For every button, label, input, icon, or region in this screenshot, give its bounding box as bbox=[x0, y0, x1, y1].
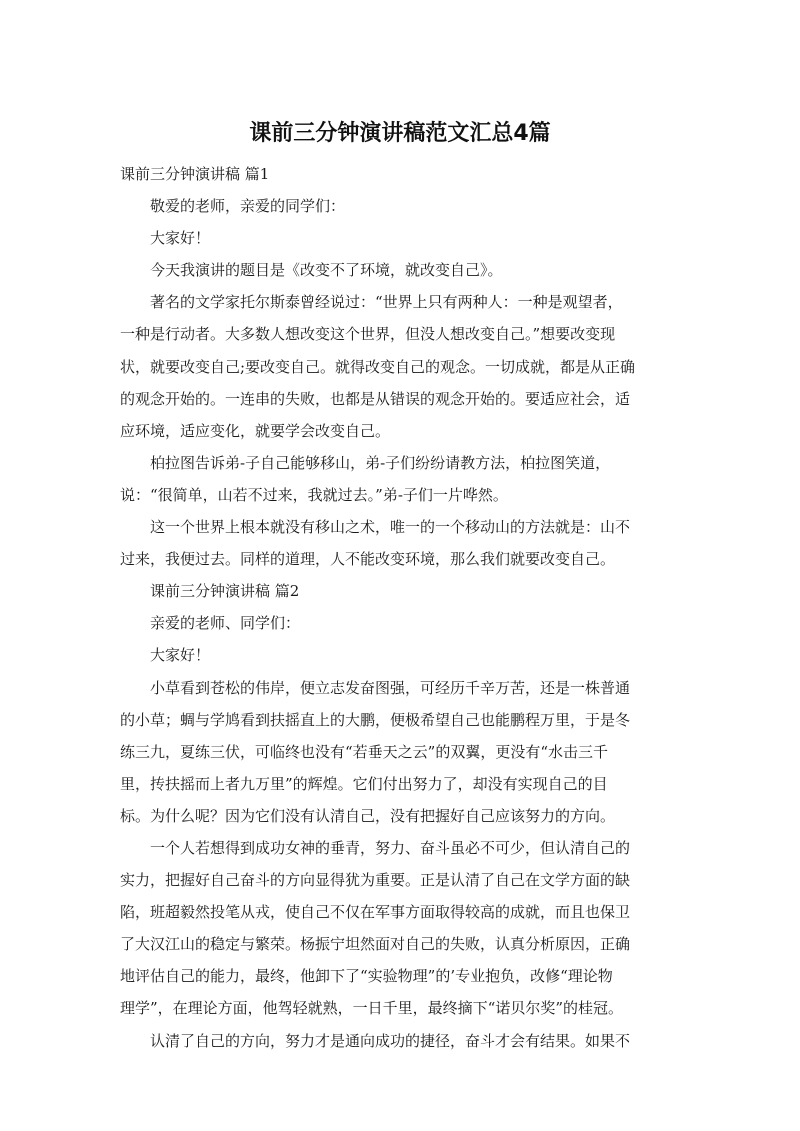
text-line: 状，就要改变自己;要改变自己。就得改变自己的观念。一切成就，都是从正确 bbox=[120, 357, 636, 376]
text-line: 这一个世界上根本就没有移山之术，唯一的一个移动山的方法就是：山不 bbox=[150, 518, 631, 537]
text-line: 敬爱的老师，亲爱的同学们： bbox=[150, 197, 346, 216]
text-line: 一种是行动者。大多数人想改变这个世界，但没人想改变自己。”想要改变现 bbox=[120, 325, 616, 344]
document-title: 课前三分钟演讲稿范文汇总4篇 bbox=[249, 121, 551, 146]
text-line: 课前三分钟演讲稿 篇2 bbox=[150, 582, 300, 601]
text-line: 过来，我便过去。同样的道理，人不能改变环境，那么我们就要改变自己。 bbox=[120, 550, 616, 569]
text-line: 应环境，适应变化，就要学会改变自己。 bbox=[120, 421, 391, 440]
text-line: 认清了自己的方向，努力才是通向成功的捷径，奋斗才会有结果。如果不 bbox=[150, 1031, 631, 1050]
text-line: 练三九，夏练三伏，可临终也没有“若垂天之云”的双翼，更没有“水击三千 bbox=[120, 742, 609, 761]
text-line: 里，抟扶摇而上者九万里”的辉煌。它们付出努力了，却没有实现自己的目 bbox=[120, 774, 608, 793]
text-line: 理学”，在理论方面，他驾轻就熟，一日千里，最终摘下“诺贝尔奖”的桂冠。 bbox=[120, 999, 624, 1018]
text-line: 的观念开始的。一连串的失败，也都是从错误的观念开始的。要适应社会，适 bbox=[120, 389, 631, 408]
text-line: 了大汉江山的稳定与繁荣。杨振宁坦然面对自己的失败，认真分析原因，正确 bbox=[120, 935, 631, 954]
text-line: 课前三分钟演讲稿 篇1 bbox=[120, 165, 270, 183]
text-line: 今天我演讲的题目是《改变不了环境，就改变自己》。 bbox=[150, 261, 503, 280]
text-line: 小草看到苍松的伟岸，便立志发奋图强，可经历千辛万苦，还是一株普通 bbox=[150, 678, 631, 697]
text-line: 著名的文学家托尔斯泰曾经说过：“世界上只有两种人：一种是观望者， bbox=[150, 293, 623, 312]
text-line: 地评估自己的能力，最终，他卸下了“实验物理”的’专业抱负，改修“理论物 bbox=[120, 967, 613, 986]
text-line: 大家好！ bbox=[150, 646, 211, 665]
text-line: 柏拉图告诉弟-子自己能够移山，弟-子们纷纷请教方法，柏拉图笑道， bbox=[150, 453, 611, 472]
text-line: 亲爱的老师、同学们： bbox=[150, 614, 301, 633]
document-body bbox=[120, 158, 680, 1057]
text-line: 实力，把握好自己奋斗的方向显得犹为重要。正是认清了自己在文学方面的缺 bbox=[120, 871, 631, 890]
text-line: 的小草；蜩与学鸠看到扶摇直上的大鹏，便极希望自己也能鹏程万里，于是冬 bbox=[120, 710, 631, 729]
text-line: 大家好！ bbox=[150, 229, 211, 248]
text-line: 陷，班超毅然投笔从戎，使自己不仅在军事方面取得较高的成就，而且也保卫 bbox=[120, 903, 631, 922]
text-line: 说：“很简单，山若不过来，我就过去。”弟-子们一片哗然。 bbox=[120, 485, 508, 504]
text-line: 标。为什么呢？因为它们没有认清自己，没有把握好自己应该努力的方向。 bbox=[120, 806, 616, 825]
text-line: 一个人若想得到成功女神的垂青，努力、奋斗虽必不可少，但认清自己的 bbox=[150, 838, 631, 857]
